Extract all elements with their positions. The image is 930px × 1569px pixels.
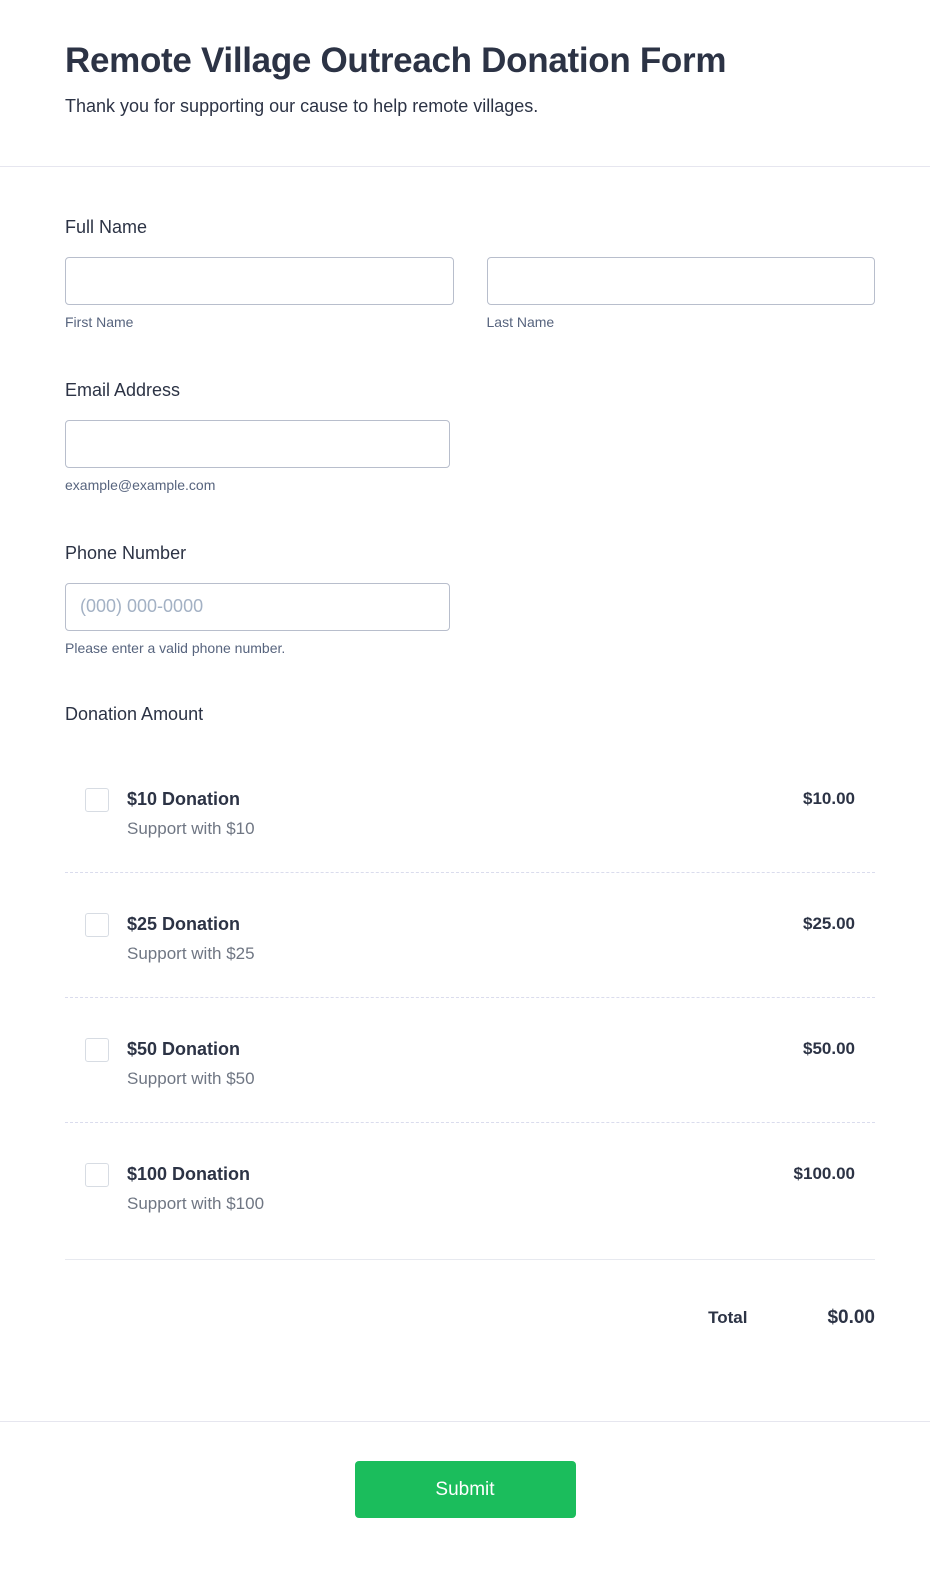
email-input[interactable] xyxy=(65,420,450,468)
donation-100-price: $100.00 xyxy=(793,1163,855,1183)
email-label: Email Address xyxy=(65,379,181,400)
email-section xyxy=(65,380,875,493)
donation-100-title: $100 Donation xyxy=(127,1163,251,1184)
page-title: Remote Village Outreach Donation Form xyxy=(65,41,727,80)
page-subtitle: Thank you for supporting our cause to help remote villages. xyxy=(65,95,539,116)
donation-10-price: $10.00 xyxy=(803,788,855,808)
total-value: $0.00 xyxy=(827,1306,875,1328)
full-name-label: Full Name xyxy=(65,216,148,237)
donation-25-price: $25.00 xyxy=(803,913,855,933)
donation-25-info xyxy=(127,913,803,964)
donation-50-info xyxy=(127,1038,803,1089)
donation-25-subtitle: Support with $25 xyxy=(127,943,255,963)
last-name-input[interactable] xyxy=(487,257,876,305)
full-name-section xyxy=(65,217,875,330)
form-footer xyxy=(0,1421,930,1569)
form-header xyxy=(0,0,930,167)
first-name-input[interactable] xyxy=(65,257,454,305)
donation-amount-section xyxy=(65,704,875,1329)
phone-label: Phone Number xyxy=(65,542,187,563)
donation-50-title: $50 Donation xyxy=(127,1038,241,1059)
total-row xyxy=(65,1307,875,1329)
total-divider xyxy=(65,1259,875,1260)
first-name-col xyxy=(65,257,454,330)
donation-10-subtitle: Support with $10 xyxy=(127,818,255,838)
phone-section xyxy=(65,543,875,656)
email-hint: example@example.com xyxy=(65,476,216,493)
name-row xyxy=(65,257,875,330)
donation-100-info xyxy=(127,1163,794,1214)
phone-hint: Please enter a valid phone number. xyxy=(65,639,286,656)
last-name-sublabel: Last Name xyxy=(486,313,555,330)
donation-row-25 xyxy=(65,873,875,998)
donation-50-subtitle: Support with $50 xyxy=(127,1068,255,1088)
total-label: Total xyxy=(708,1307,748,1327)
donation-amount-label: Donation Amount xyxy=(65,703,204,724)
donation-50-price: $50.00 xyxy=(803,1038,855,1058)
donation-row-10 xyxy=(65,748,875,873)
donation-10-info xyxy=(127,788,803,839)
donation-row-50 xyxy=(65,998,875,1123)
submit-button[interactable]: Submit xyxy=(355,1461,576,1518)
donation-100-checkbox[interactable] xyxy=(85,1163,109,1187)
donation-10-checkbox[interactable] xyxy=(85,788,109,812)
donation-list xyxy=(65,748,875,1259)
phone-input[interactable] xyxy=(65,583,450,631)
last-name-col xyxy=(487,257,876,330)
donation-10-title: $10 Donation xyxy=(127,788,241,809)
donation-25-title: $25 Donation xyxy=(127,913,241,934)
donation-25-checkbox[interactable] xyxy=(85,913,109,937)
donation-row-100 xyxy=(65,1123,875,1259)
first-name-sublabel: First Name xyxy=(65,313,134,330)
donation-50-checkbox[interactable] xyxy=(85,1038,109,1062)
donation-100-subtitle: Support with $100 xyxy=(127,1193,265,1213)
form-body xyxy=(0,167,930,1421)
